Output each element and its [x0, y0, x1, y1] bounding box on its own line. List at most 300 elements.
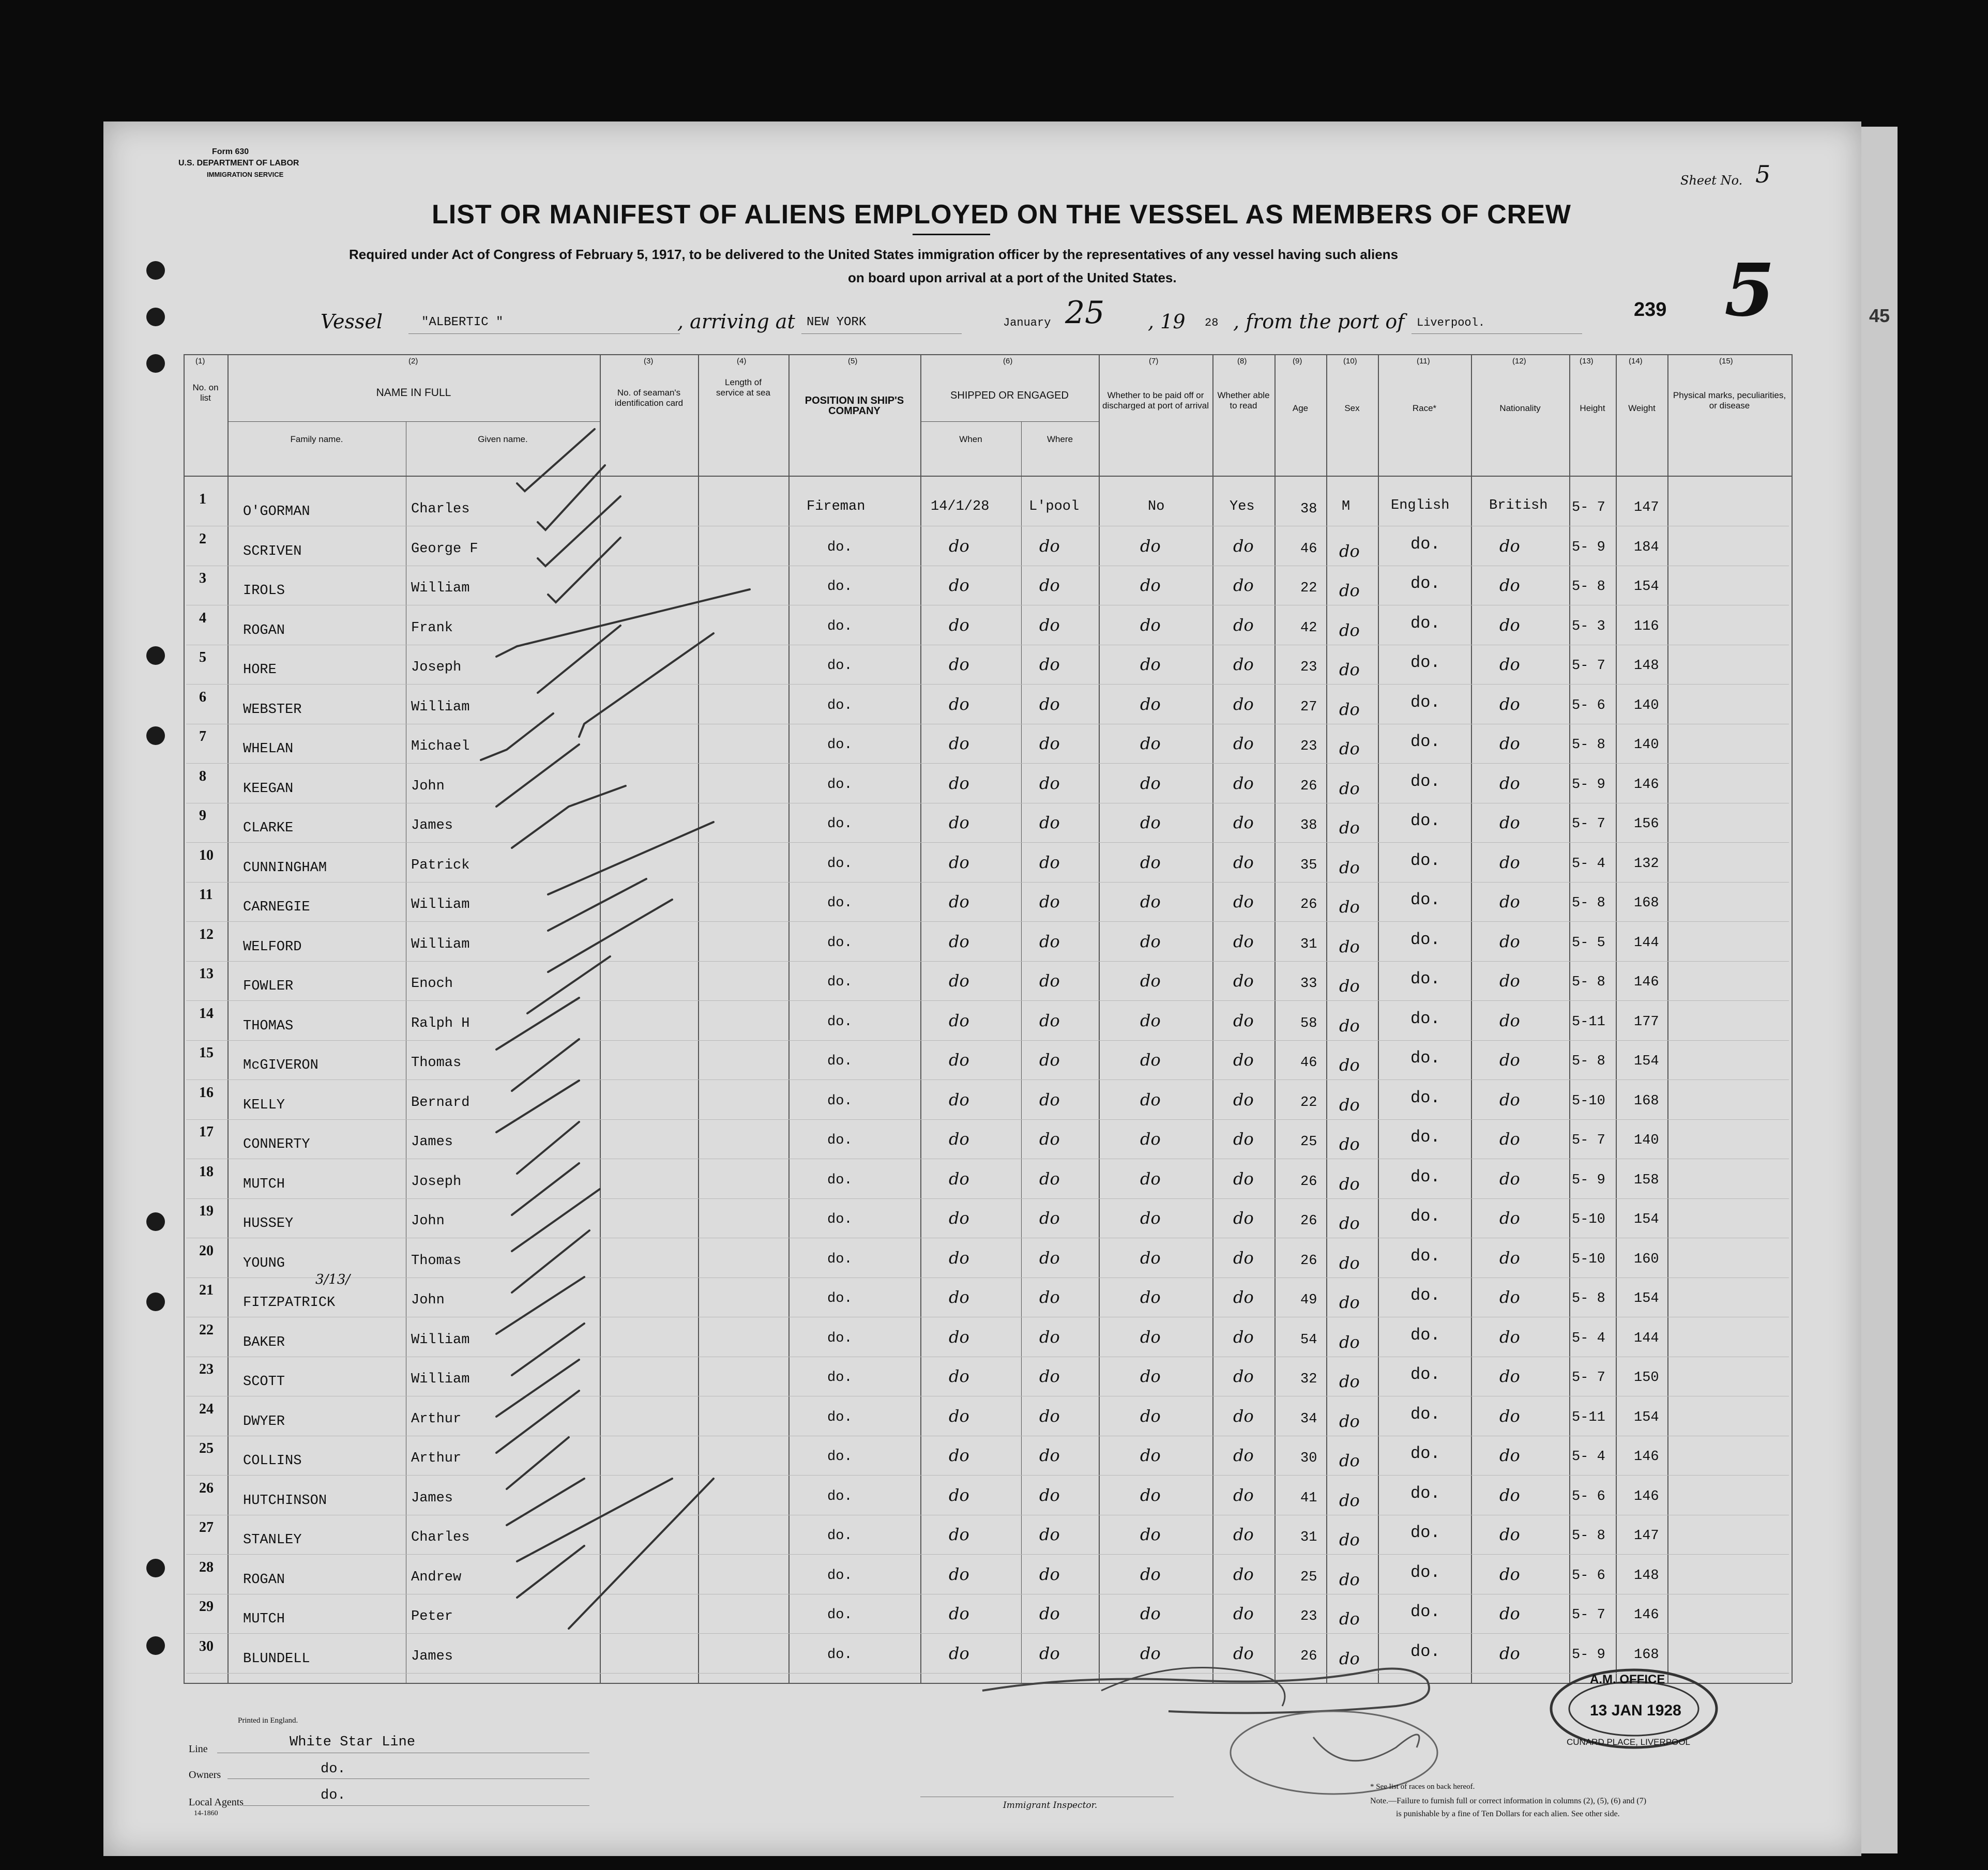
- shipping-line: White Star Line: [290, 1735, 416, 1750]
- col-header-position: POSITION IN SHIP'S COMPANY: [805, 395, 904, 417]
- age: 49: [1300, 1293, 1317, 1308]
- check-mark: [512, 1163, 579, 1215]
- family-name: McGIVERON: [243, 1058, 318, 1073]
- paid-off: do: [1140, 1169, 1161, 1189]
- shipped-when: do: [949, 1248, 969, 1268]
- position: do.: [827, 1370, 853, 1386]
- sex: do: [1339, 581, 1360, 600]
- given-name: John: [411, 1213, 445, 1229]
- shipped-when: do: [949, 1327, 969, 1347]
- shipped-when: do: [949, 1644, 969, 1663]
- position: do.: [827, 1212, 853, 1227]
- check-mark: [569, 1479, 714, 1629]
- sex: do: [1339, 1055, 1360, 1075]
- col-number: (7): [1149, 357, 1159, 366]
- shipped-where: do: [1039, 575, 1060, 595]
- nationality: do: [1499, 853, 1520, 872]
- race: do.: [1410, 1326, 1440, 1345]
- height: 5- 7: [1572, 500, 1605, 515]
- col-number: (5): [848, 357, 858, 366]
- col-number: (1): [195, 357, 205, 366]
- paid-off: do: [1140, 694, 1161, 714]
- check-mark: [548, 538, 620, 602]
- family-name: SCRIVEN: [243, 544, 302, 559]
- nationality: do: [1499, 1287, 1520, 1307]
- shipped-when: do: [949, 1169, 969, 1189]
- shipped-when: do: [949, 1287, 969, 1307]
- sex: do: [1339, 1491, 1360, 1510]
- col-header-when: When: [959, 434, 982, 444]
- able-to-read: do: [1233, 1446, 1254, 1465]
- shipped-where: do: [1039, 1287, 1060, 1307]
- race: do.: [1410, 1246, 1440, 1266]
- weight: 144: [1634, 1331, 1659, 1346]
- race: do.: [1410, 1602, 1440, 1621]
- position: Fireman: [807, 499, 866, 514]
- row-number: 28: [199, 1559, 214, 1575]
- able-to-read: do: [1233, 1366, 1254, 1386]
- race: do.: [1410, 1128, 1440, 1147]
- position: do.: [827, 1449, 853, 1465]
- from-port-label: , from the port of: [1233, 310, 1405, 333]
- shipped-where: do: [1039, 1446, 1060, 1465]
- given-name: Thomas: [411, 1253, 462, 1269]
- position: do.: [827, 579, 853, 595]
- page-reference: 239: [1634, 299, 1667, 321]
- row-number: 6: [199, 689, 206, 705]
- age: 46: [1300, 541, 1317, 557]
- height: 5- 8: [1572, 1291, 1605, 1306]
- age: 23: [1300, 1609, 1317, 1624]
- weight: 154: [1634, 1054, 1659, 1069]
- race: do.: [1410, 614, 1440, 633]
- family-name: KELLY: [243, 1098, 285, 1113]
- nationality: do: [1499, 1327, 1520, 1347]
- height: 5-11: [1572, 1014, 1605, 1030]
- paid-off: do: [1140, 1564, 1161, 1584]
- position: do.: [827, 856, 853, 872]
- paid-off: do: [1140, 1050, 1161, 1070]
- row-number: 26: [199, 1480, 214, 1496]
- nationality: do: [1499, 1011, 1520, 1030]
- weight: 154: [1634, 579, 1659, 595]
- position: do.: [827, 1410, 853, 1425]
- given-name: James: [411, 818, 453, 833]
- race: do.: [1410, 574, 1440, 593]
- sex: do: [1339, 1134, 1360, 1154]
- height: 5- 6: [1572, 1489, 1605, 1504]
- nationality: do: [1499, 1169, 1520, 1189]
- sex: do: [1339, 1411, 1360, 1431]
- col-number: (14): [1629, 357, 1643, 366]
- position: do.: [827, 1291, 853, 1306]
- vessel-label: Vessel: [321, 310, 383, 333]
- family-name: SCOTT: [243, 1374, 285, 1390]
- position: do.: [827, 1014, 853, 1030]
- given-name: William: [411, 700, 470, 715]
- position: do.: [827, 1607, 853, 1623]
- row-number: 13: [199, 966, 214, 982]
- age: 25: [1300, 1134, 1317, 1150]
- row-number: 1: [199, 491, 206, 507]
- family-name: FITZPATRICK: [243, 1295, 336, 1311]
- shipped-when: do: [949, 1050, 969, 1070]
- paid-off: do: [1140, 536, 1161, 556]
- able-to-read: do: [1233, 1050, 1254, 1070]
- given-name: Joseph: [411, 660, 462, 675]
- height: 5-10: [1572, 1093, 1605, 1109]
- age: 34: [1300, 1411, 1317, 1427]
- weight: 147: [1634, 500, 1659, 515]
- height: 5- 4: [1572, 856, 1605, 872]
- paid-off: do: [1140, 1129, 1161, 1149]
- nationality: do: [1499, 694, 1520, 714]
- col-number: (15): [1719, 357, 1733, 366]
- position: do.: [827, 816, 853, 832]
- row-number: 4: [199, 610, 206, 626]
- sex: do: [1339, 1451, 1360, 1470]
- race: do.: [1410, 1444, 1440, 1463]
- shipped-when: do: [949, 1366, 969, 1386]
- height: 5- 9: [1572, 540, 1605, 555]
- able-to-read: do: [1233, 932, 1254, 951]
- shipped-when: do: [949, 1406, 969, 1426]
- shipped-where: do: [1039, 1090, 1060, 1109]
- check-mark: [496, 1277, 584, 1334]
- check-mark: [512, 1324, 584, 1375]
- position: do.: [827, 1133, 853, 1148]
- position: do.: [827, 777, 853, 793]
- col-header-physical-marks: Physical marks, peculiarities, or disease: [1673, 390, 1786, 411]
- arrival-year: 28: [1205, 316, 1219, 329]
- able-to-read: do: [1233, 1011, 1254, 1030]
- nationality: do: [1499, 1129, 1520, 1149]
- col-header-name: NAME IN FULL: [376, 387, 451, 399]
- weight: 140: [1634, 1133, 1659, 1148]
- row-number: 3: [199, 570, 206, 586]
- family-name: HORE: [243, 662, 277, 678]
- paid-off: do: [1140, 615, 1161, 635]
- row-number: 24: [199, 1401, 214, 1417]
- able-to-read: do: [1233, 1604, 1254, 1623]
- shipped-where: do: [1039, 971, 1060, 991]
- weight: 168: [1634, 1093, 1659, 1109]
- nationality: do: [1499, 1525, 1520, 1544]
- race: do.: [1410, 1484, 1440, 1503]
- check-mark: [517, 1122, 579, 1174]
- check-mark: [512, 1230, 589, 1293]
- height: 5- 9: [1572, 777, 1605, 793]
- race: do.: [1410, 1405, 1440, 1424]
- weight: 158: [1634, 1173, 1659, 1188]
- height: 5- 7: [1572, 1370, 1605, 1386]
- position: do.: [827, 895, 853, 911]
- age: 26: [1300, 1174, 1317, 1190]
- shipped-when: do: [949, 1525, 969, 1544]
- height: 5- 9: [1572, 1647, 1605, 1663]
- sex: M: [1342, 499, 1350, 514]
- row-number: 11: [199, 887, 213, 903]
- weight: 147: [1634, 1528, 1659, 1544]
- nationality: do: [1499, 1406, 1520, 1426]
- sex: do: [1339, 818, 1360, 838]
- family-name: BLUNDELL: [243, 1651, 310, 1667]
- weight: 116: [1634, 619, 1659, 634]
- sex: do: [1339, 1570, 1360, 1589]
- sex: do: [1339, 1213, 1360, 1233]
- shipped-where: do: [1039, 1248, 1060, 1268]
- subtitle-line-2: on board upon arrival at a port of the United States.: [848, 270, 1177, 285]
- nationality: do: [1499, 971, 1520, 991]
- position: do.: [827, 658, 853, 674]
- weight: 168: [1634, 895, 1659, 911]
- shipped-where: do: [1039, 813, 1060, 832]
- nationality: do: [1499, 536, 1520, 556]
- penalty-note-2: is punishable by a fine of Ten Dollars for each alien. See other side.: [1396, 1810, 1620, 1818]
- able-to-read: do: [1233, 1208, 1254, 1228]
- row-number: 20: [199, 1243, 214, 1259]
- col-number: (4): [737, 357, 747, 366]
- nationality: do: [1499, 1485, 1520, 1505]
- row-number: 27: [199, 1519, 214, 1535]
- family-name: IROLS: [243, 583, 285, 599]
- col-header-sex: Sex: [1344, 403, 1360, 413]
- paid-off: do: [1140, 1485, 1161, 1505]
- shipped-where: L'pool: [1029, 499, 1080, 514]
- able-to-read: do: [1233, 1169, 1254, 1189]
- paid-off: do: [1140, 813, 1161, 832]
- given-name: James: [411, 1134, 453, 1150]
- row-number: 10: [199, 847, 214, 863]
- race: do.: [1410, 890, 1440, 909]
- age: 23: [1300, 739, 1317, 754]
- given-name: Thomas: [411, 1055, 462, 1071]
- able-to-read: do: [1233, 694, 1254, 714]
- height: 5- 5: [1572, 935, 1605, 951]
- height: 5- 9: [1572, 1173, 1605, 1188]
- family-name: THOMAS: [243, 1018, 294, 1034]
- weight: 144: [1634, 935, 1659, 951]
- vessel-name: "ALBERTIC ": [421, 315, 504, 329]
- row-number: 7: [199, 728, 206, 744]
- sex: do: [1339, 620, 1360, 640]
- able-to-read: do: [1233, 734, 1254, 753]
- col-number: (11): [1417, 357, 1430, 366]
- departure-port: Liverpool.: [1417, 316, 1485, 329]
- race: do.: [1410, 1048, 1440, 1068]
- row-number: 12: [199, 926, 214, 942]
- col-header-race: Race*: [1412, 403, 1437, 413]
- row-number: 15: [199, 1045, 214, 1061]
- shipped-when: do: [949, 694, 969, 714]
- position: do.: [827, 619, 853, 634]
- nationality: do: [1499, 655, 1520, 674]
- paid-off: do: [1140, 1011, 1161, 1030]
- race: do.: [1410, 732, 1440, 751]
- col-header-height: Height: [1580, 403, 1605, 413]
- race: do.: [1410, 1523, 1440, 1542]
- row-number: 17: [199, 1124, 214, 1140]
- row-number: 22: [199, 1322, 214, 1338]
- shipped-where: do: [1039, 1050, 1060, 1070]
- family-name: MUTCH: [243, 1611, 285, 1627]
- shipped-where: do: [1039, 932, 1060, 951]
- given-name: John: [411, 779, 445, 794]
- paid-off: do: [1140, 1090, 1161, 1109]
- shipped-when: do: [949, 1129, 969, 1149]
- owners-value: do.: [321, 1761, 346, 1777]
- paid-off: do: [1140, 1406, 1161, 1426]
- paid-off: do: [1140, 853, 1161, 872]
- row-number: 29: [199, 1599, 214, 1615]
- check-mark: [538, 626, 620, 693]
- arrival-port: NEW YORK: [807, 315, 867, 329]
- race: do.: [1410, 1167, 1440, 1187]
- check-mark: [496, 1081, 579, 1132]
- position: do.: [827, 1173, 853, 1188]
- col-header-nationality: Nationality: [1499, 403, 1541, 413]
- family-name: DWYER: [243, 1414, 285, 1430]
- nationality: do: [1499, 1090, 1520, 1109]
- age: 26: [1300, 1253, 1317, 1269]
- row-number: 8: [199, 768, 206, 784]
- age: 35: [1300, 858, 1317, 873]
- given-name: Charles: [411, 501, 470, 517]
- nationality: British: [1489, 498, 1548, 513]
- sex: do: [1339, 1174, 1360, 1194]
- shipped-when: do: [949, 655, 969, 674]
- shipped-when: do: [949, 1090, 969, 1109]
- check-mark: [512, 786, 626, 848]
- height: 5- 8: [1572, 975, 1605, 990]
- shipped-where: do: [1039, 1208, 1060, 1228]
- family-name: CUNNINGHAM: [243, 860, 327, 876]
- given-name: Ralph H: [411, 1016, 470, 1031]
- shipped-when: do: [949, 773, 969, 793]
- col-number: (9): [1293, 357, 1302, 366]
- weight: 140: [1634, 698, 1659, 713]
- shipped-when: do: [949, 892, 969, 911]
- given-name: William: [411, 1372, 470, 1387]
- nationality: do: [1499, 1644, 1520, 1663]
- paid-off: do: [1140, 655, 1161, 674]
- owners-underline: [227, 1778, 589, 1779]
- given-name: Arthur: [411, 1411, 462, 1427]
- paid-off: No: [1148, 499, 1165, 514]
- nationality: do: [1499, 1050, 1520, 1070]
- shipped-when: do: [949, 1604, 969, 1623]
- position: do.: [827, 737, 853, 753]
- race: do.: [1410, 653, 1440, 672]
- paid-off: do: [1140, 1287, 1161, 1307]
- weight: 146: [1634, 777, 1659, 793]
- given-name: Andrew: [411, 1570, 462, 1585]
- weight: 132: [1634, 856, 1659, 872]
- side-reference: 45: [1869, 305, 1890, 326]
- able-to-read: do: [1233, 1406, 1254, 1426]
- race: do.: [1410, 851, 1440, 870]
- weight: 148: [1634, 658, 1659, 674]
- paid-off: do: [1140, 1446, 1161, 1465]
- shipped-where: do: [1039, 1525, 1060, 1544]
- height: 5- 8: [1572, 737, 1605, 753]
- given-name: William: [411, 937, 470, 952]
- given-name: William: [411, 581, 470, 596]
- family-name: WELFORD: [243, 939, 302, 955]
- race: do.: [1410, 1365, 1440, 1384]
- able-to-read: do: [1233, 1090, 1254, 1109]
- col-header-family: Family name.: [290, 434, 343, 444]
- weight: 154: [1634, 1212, 1659, 1227]
- family-name: HUTCHINSON: [243, 1493, 327, 1509]
- height: 5- 3: [1572, 619, 1605, 634]
- sex: do: [1339, 1253, 1360, 1273]
- age: 42: [1300, 620, 1317, 636]
- position: do.: [827, 1093, 853, 1109]
- weight: 168: [1634, 1647, 1659, 1663]
- penalty-note: Note.—Failure to furnish full or correct information in columns (2), (5), (6) and (7): [1370, 1797, 1647, 1805]
- shipped-when: do: [949, 1011, 969, 1030]
- height: 5- 4: [1572, 1331, 1605, 1346]
- position: do.: [827, 540, 853, 555]
- year-prefix: , 19: [1148, 310, 1186, 333]
- height: 5-11: [1572, 1410, 1605, 1425]
- given-name: Joseph: [411, 1174, 462, 1190]
- signature: [972, 1644, 1541, 1799]
- age: 22: [1300, 1095, 1317, 1111]
- shipped-where: do: [1039, 615, 1060, 635]
- row-number: 16: [199, 1085, 214, 1101]
- able-to-read: do: [1233, 1248, 1254, 1268]
- paid-off: do: [1140, 932, 1161, 951]
- age: 25: [1300, 1570, 1317, 1585]
- shipped-when: do: [949, 1446, 969, 1465]
- shipped-where: do: [1039, 1604, 1060, 1623]
- height: 5- 4: [1572, 1449, 1605, 1465]
- shipped-when: do: [949, 1564, 969, 1584]
- age: 27: [1300, 700, 1317, 715]
- race: do.: [1410, 969, 1440, 989]
- form-number: Form 630: [212, 147, 249, 156]
- family-name: FOWLER: [243, 979, 294, 994]
- race: do.: [1410, 693, 1440, 712]
- age: 30: [1300, 1451, 1317, 1466]
- race: do.: [1410, 1009, 1440, 1028]
- large-sheet-number: 5: [1724, 248, 1775, 333]
- able-to-read: do: [1233, 773, 1254, 793]
- shipped-when: do: [949, 971, 969, 991]
- inspector-label: Immigrant Inspector.: [1003, 1800, 1098, 1811]
- given-name: Peter: [411, 1609, 453, 1624]
- shipped-when: do: [949, 1485, 969, 1505]
- shipped-when: do: [949, 853, 969, 872]
- weight: 146: [1634, 1449, 1659, 1465]
- able-to-read: do: [1233, 1644, 1254, 1663]
- weight: 154: [1634, 1410, 1659, 1425]
- owners-label: Owners: [189, 1769, 221, 1781]
- paid-off: do: [1140, 1327, 1161, 1347]
- position: do.: [827, 1489, 853, 1504]
- check-mark: [496, 589, 750, 657]
- age: 23: [1300, 660, 1317, 675]
- shipped-where: do: [1039, 1644, 1060, 1663]
- check-mark: [579, 633, 714, 737]
- subtitle-line-1: Required under Act of Congress of February 5, 1917, to be delivered to the United States immigration officer by the representatives of any vessel having such aliens: [349, 247, 1399, 262]
- nationality: do: [1499, 1446, 1520, 1465]
- shipped-where: do: [1039, 1327, 1060, 1347]
- col-number: (10): [1343, 357, 1357, 366]
- row-number: 9: [199, 808, 206, 824]
